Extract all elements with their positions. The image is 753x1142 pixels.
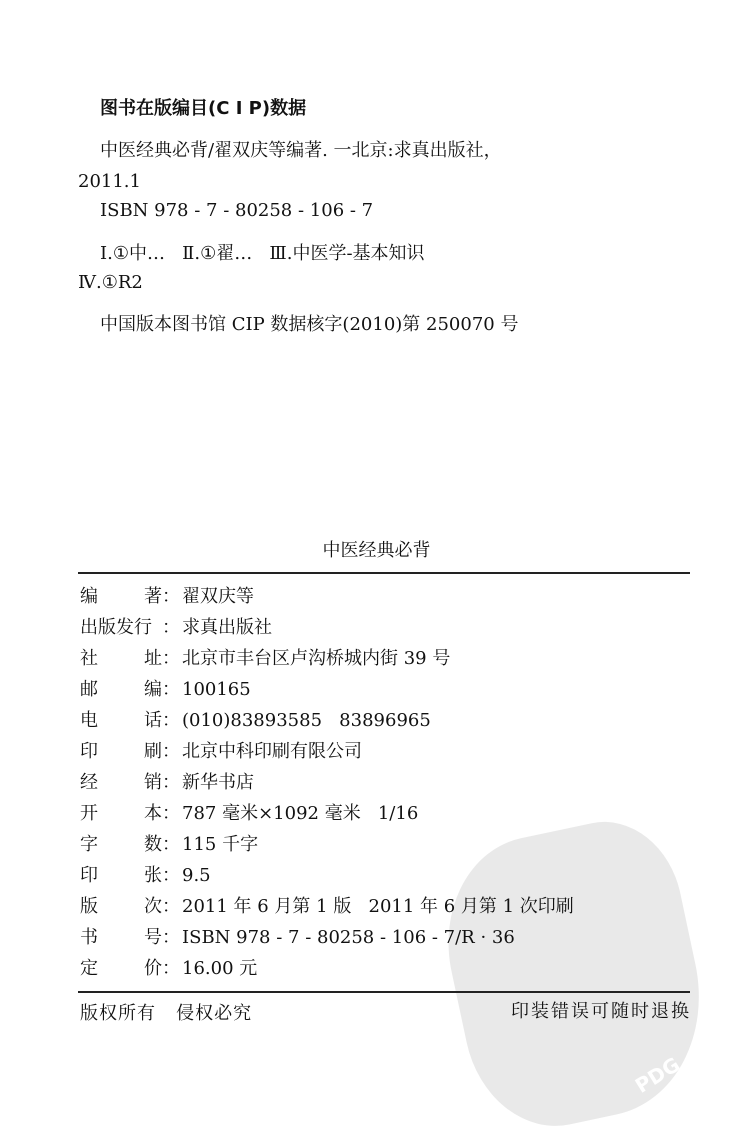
row-value: 9.5 [182,865,211,886]
row-label-box [80,710,162,732]
row-colon: ： [162,958,180,979]
row-label: 社 [80,648,98,669]
colophon-row [80,865,690,887]
row-label-box [80,679,162,701]
row-label: 刷 [144,741,162,762]
row-label: 定 [80,958,98,979]
row-label: 字 [80,834,98,855]
row-label: 印 [80,865,98,886]
row-label-box [80,803,162,825]
row-label: 邮 [80,679,98,700]
row-label-box [80,927,162,949]
row-label: 出版发行 [80,617,152,638]
row-value: 2011 年 6 月第 1 版 2011 年 6 月第 1 次印刷 [182,896,574,917]
row-label-box [80,772,162,794]
row-label: 张 [144,865,162,886]
colophon-row [80,772,690,794]
row-value: 北京市丰台区卢沟桥城内街 39 号 [182,648,451,669]
replacement-notice: 印装错误可随时退换 [511,1001,691,1022]
row-colon: ： [162,927,180,948]
colophon-row [80,679,690,701]
cip-number: 中国版本图书馆 CIP 数据核字(2010)第 250070 号 [100,314,519,335]
row-label: 销 [144,772,162,793]
row-label: 话 [144,710,162,731]
row-label: 址 [144,648,162,669]
colophon-row [80,741,690,763]
row-colon: ： [162,865,180,886]
row-label: 本 [144,803,162,824]
row-value: 100165 [182,679,251,700]
row-label: 书 [80,927,98,948]
row-label: 电 [80,710,98,731]
colophon-row [80,896,690,918]
watermark-text: PDG [631,1052,685,1098]
colophon-row [80,710,690,732]
row-value: 北京中科印刷有限公司 [182,741,362,762]
row-colon: ： [162,896,180,917]
row-colon: ： [162,834,180,855]
cip-classification: Ⅳ.①R2 [78,272,143,293]
cip-heading: 图书在版编目(C I P)数据 [100,98,307,119]
cip-line: 中医经典必背/翟双庆等编著. 一北京:求真出版社， [100,140,502,161]
divider [78,572,690,574]
row-colon: ： [162,679,180,700]
row-label-box [80,896,162,918]
row-value: (010)83893585 83896965 [182,710,431,731]
row-label: 次 [144,896,162,917]
row-label: 印 [80,741,98,762]
cip-classification: Ⅰ.①中… Ⅱ.①翟… Ⅲ.中医学-基本知识 [100,243,425,264]
row-label: 编 [80,586,98,607]
row-label-box [80,617,162,639]
colophon-row [80,958,690,980]
row-label-box [80,865,162,887]
colophon-row [80,803,690,825]
row-colon: ： [162,586,180,607]
row-label-box [80,648,162,670]
colophon-row [80,927,690,949]
colophon-row [80,834,690,856]
row-colon: ： [162,710,180,731]
row-label-box [80,834,162,856]
cip-isbn: ISBN 978 - 7 - 80258 - 106 - 7 [100,200,374,221]
copyright-notice: 版权所有 侵权必究 [80,1003,253,1024]
row-label: 价 [144,958,162,979]
book-title: 中医经典必背 [322,540,431,561]
colophon-row [80,586,690,608]
row-label-box [80,741,162,763]
row-label: 数 [144,834,162,855]
colophon-row [80,648,690,670]
row-label: 开 [80,803,98,824]
row-colon: ： [162,772,180,793]
divider [78,991,690,993]
row-label: 著 [144,586,162,607]
row-colon: ： [162,617,180,638]
cip-line: 2011.1 [78,171,141,192]
row-value: 16.00 元 [182,958,258,979]
row-value: 翟双庆等 [182,586,254,607]
row-label: 经 [80,772,98,793]
row-value: 新华书店 [182,772,254,793]
row-label: 版 [80,896,98,917]
row-colon: ： [162,648,180,669]
row-colon: ： [162,803,180,824]
row-value: 115 千字 [182,834,259,855]
row-value: 求真出版社 [182,617,272,638]
row-label-box [80,586,162,608]
row-label: 编 [144,679,162,700]
row-label-box [80,958,162,980]
row-value: 787 毫米×1092 毫米 1/16 [182,803,419,824]
row-colon: ： [162,741,180,762]
row-label: 号 [144,927,162,948]
colophon-row [80,617,690,639]
row-value: ISBN 978 - 7 - 80258 - 106 - 7/R · 36 [182,927,515,948]
